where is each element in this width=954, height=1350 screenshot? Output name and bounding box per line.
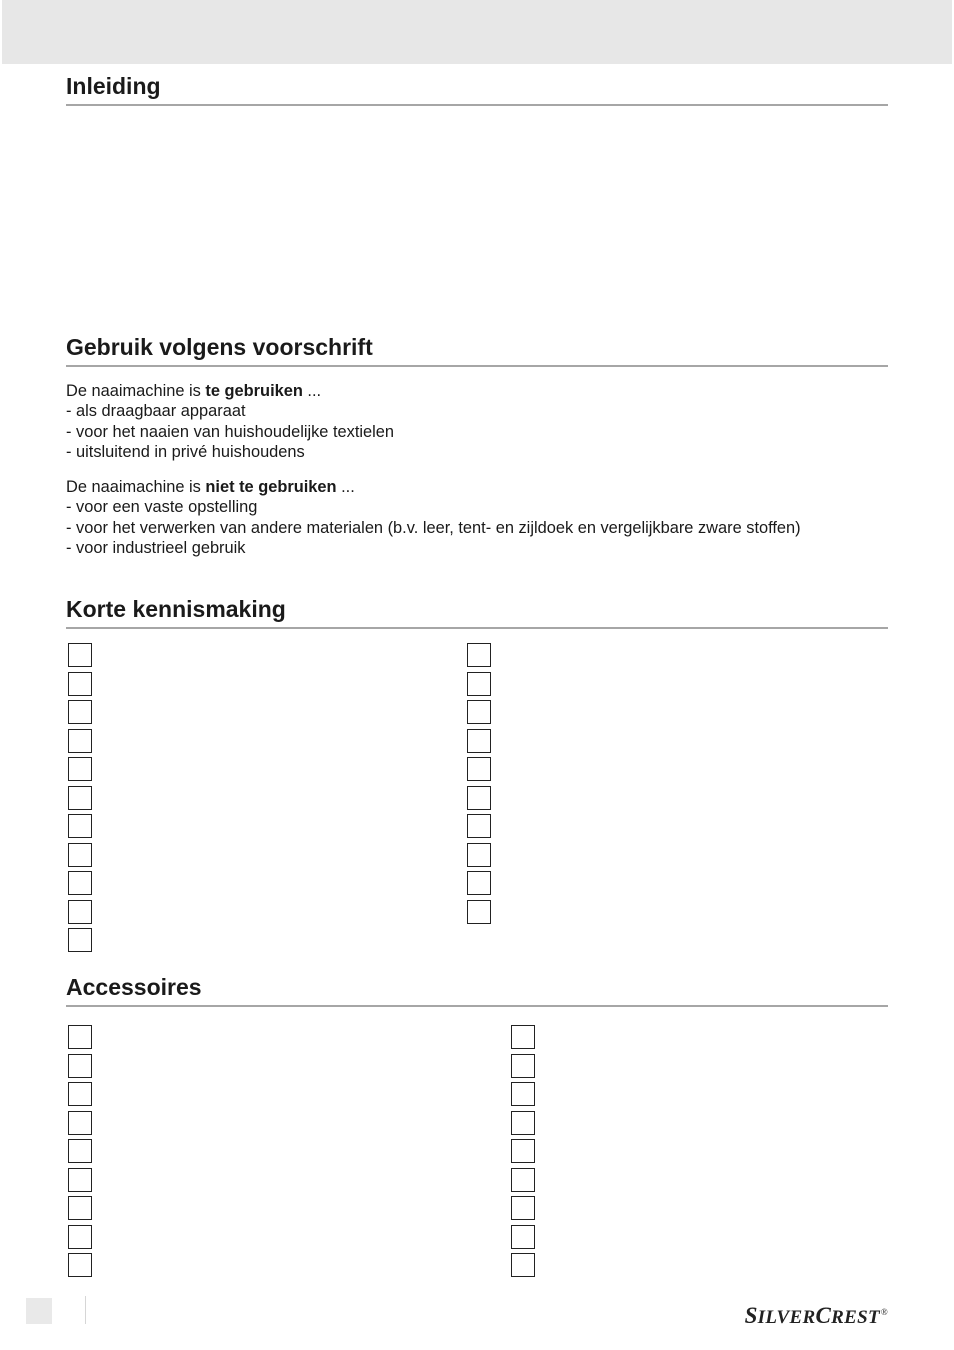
label-box: [511, 1225, 535, 1249]
page-number-box: [26, 1298, 52, 1324]
label-box: [467, 672, 491, 696]
label-box: [511, 1139, 535, 1163]
label-box: [68, 1196, 92, 1220]
label-box: [68, 786, 92, 810]
label-box: [68, 757, 92, 781]
list-item: - uitsluitend in privé huishoudens: [66, 443, 305, 462]
list-item: - voor het naaien van huishoudelijke textielen: [66, 422, 395, 441]
label-box: [68, 1111, 92, 1135]
label-box: [68, 814, 92, 838]
usage-to-use-intro: De naaimachine is te gebruiken ...: [66, 382, 322, 400]
list-item: - voor een vaste opstelling: [66, 498, 258, 517]
label-box: [68, 1253, 92, 1277]
label-box: [68, 1225, 92, 1249]
label-box: [68, 1082, 92, 1106]
usage-not-to-use-intro: De naaimachine is niet te gebruiken ...: [66, 478, 355, 496]
label-box: [511, 1054, 535, 1078]
brand-logo: SILVERCREST®: [744, 1303, 888, 1328]
label-box: [68, 843, 92, 867]
label-box: [68, 729, 92, 753]
usage-to-use-block: [66, 381, 394, 463]
section-title-overview: Korte kennismaking: [66, 595, 888, 629]
label-box: [467, 729, 491, 753]
label-box: [68, 1054, 92, 1078]
label-box: [511, 1253, 535, 1277]
label-box: [68, 672, 92, 696]
header-band: [2, 0, 952, 64]
label-box: [511, 1111, 535, 1135]
label-box: [511, 1196, 535, 1220]
section-title-accessories: Accessoires: [66, 973, 888, 1007]
label-box: [68, 643, 92, 667]
label-box: [467, 900, 491, 924]
label-box: [68, 900, 92, 924]
label-box: [68, 928, 92, 952]
label-box: [467, 786, 491, 810]
label-box: [467, 757, 491, 781]
label-box: [467, 814, 491, 838]
label-box: [511, 1082, 535, 1106]
label-box: [68, 700, 92, 724]
usage-not-to-use-block: [66, 477, 801, 559]
overview-left-boxes: [68, 643, 92, 957]
overview-right-boxes: [467, 643, 491, 928]
label-box: [68, 1139, 92, 1163]
label-box: [467, 871, 491, 895]
section-title-usage: Gebruik volgens voorschrift: [66, 333, 888, 367]
label-box: [68, 1168, 92, 1192]
label-box: [511, 1168, 535, 1192]
section-title-intro: Inleiding: [66, 72, 888, 106]
label-box: [467, 700, 491, 724]
accessories-right-boxes: [511, 1025, 535, 1282]
label-box: [68, 1025, 92, 1049]
label-box: [467, 643, 491, 667]
label-box: [467, 843, 491, 867]
accessories-left-boxes: [68, 1025, 92, 1282]
list-item: - voor industrieel gebruik: [66, 539, 246, 558]
list-item: - voor het verwerken van andere materialen (b.v. leer, tent- en zijldoek en vergelijkbare zware stoffen): [66, 518, 801, 537]
label-box: [511, 1025, 535, 1049]
list-item: - als draagbaar apparaat: [66, 402, 246, 421]
footer-divider: [85, 1296, 86, 1324]
label-box: [68, 871, 92, 895]
